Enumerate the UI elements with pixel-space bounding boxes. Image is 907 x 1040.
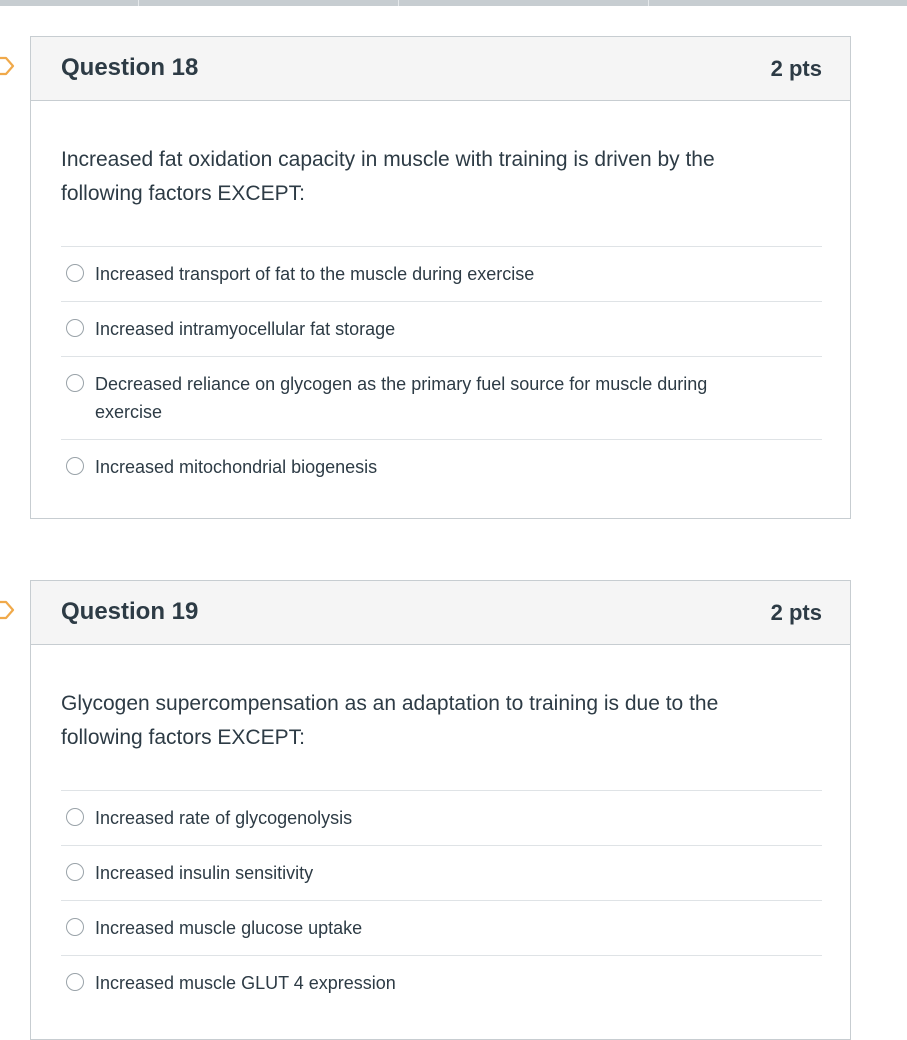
answer-option[interactable] xyxy=(61,357,822,440)
progress-divider xyxy=(648,0,649,6)
question-points: 2 pts xyxy=(770,600,822,625)
radio-icon[interactable] xyxy=(66,973,84,991)
answer-option[interactable] xyxy=(61,846,822,901)
answer-label[interactable]: Increased intramyocellular fat storage xyxy=(95,319,396,339)
radio-icon[interactable] xyxy=(66,264,84,282)
answer-label[interactable]: Increased mitochondrial biogenesis xyxy=(95,457,378,477)
flag-question-icon[interactable] xyxy=(0,599,16,621)
answer-option[interactable] xyxy=(61,247,822,302)
question-text: Glycogen supercompensation as an adaptation to training is due to the following factors EXCEPT: xyxy=(61,692,719,749)
answer-label[interactable]: Decreased reliance on glycogen as the primary fuel source for muscle during exercise xyxy=(95,374,708,422)
question-title: Question 18 xyxy=(61,54,199,81)
progress-divider xyxy=(398,0,399,6)
progress-divider xyxy=(138,0,139,6)
question-title: Question 19 xyxy=(61,598,199,625)
answer-label[interactable]: Increased muscle glucose uptake xyxy=(95,918,363,938)
question-points: 2 pts xyxy=(770,56,822,81)
answer-option[interactable] xyxy=(61,440,822,494)
answer-list xyxy=(61,790,822,1010)
question-header xyxy=(31,581,850,645)
radio-icon[interactable] xyxy=(66,863,84,881)
radio-icon[interactable] xyxy=(66,918,84,936)
answer-label[interactable]: Increased insulin sensitivity xyxy=(95,863,314,883)
flag-question-icon[interactable] xyxy=(0,55,16,77)
radio-icon[interactable] xyxy=(66,457,84,475)
answer-label[interactable]: Increased transport of fat to the muscle during exercise xyxy=(95,264,535,284)
question-header xyxy=(31,37,850,101)
top-progress-bar xyxy=(0,0,907,6)
question-text: Increased fat oxidation capacity in muscle with training is driven by the following factors EXCEPT: xyxy=(61,148,715,205)
answer-option[interactable] xyxy=(61,956,822,1010)
question-card-18 xyxy=(30,36,851,519)
radio-icon[interactable] xyxy=(66,808,84,826)
radio-icon[interactable] xyxy=(66,319,84,337)
question-body xyxy=(31,101,850,514)
answer-label[interactable]: Increased rate of glycogenolysis xyxy=(95,808,353,828)
radio-icon[interactable] xyxy=(66,374,84,392)
answer-option[interactable] xyxy=(61,901,822,956)
question-card-19 xyxy=(30,580,851,1040)
answer-label[interactable]: Increased muscle GLUT 4 expression xyxy=(95,973,396,993)
question-body xyxy=(31,645,850,1030)
answer-option[interactable] xyxy=(61,791,822,846)
answer-list xyxy=(61,246,822,494)
answer-option[interactable] xyxy=(61,302,822,357)
